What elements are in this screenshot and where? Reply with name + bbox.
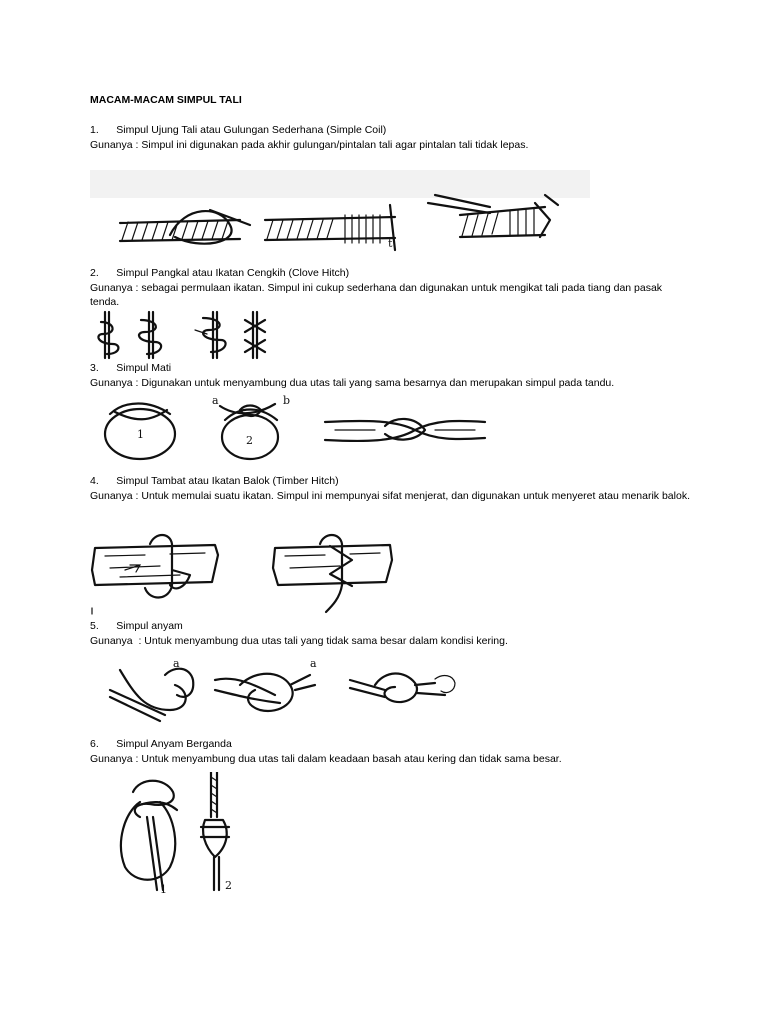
section-4-usage: Gunanya : Untuk memulai suatu ikatan. Simpul ini mempunyai sifat menjerat, dan digunakan untuk menyeret atau menarik balok. bbox=[90, 490, 690, 502]
square-knot-label-2: 2 bbox=[246, 434, 253, 447]
section-3-heading: 3. Simpul Mati bbox=[90, 362, 172, 374]
square-knot-label-a: a bbox=[212, 394, 219, 407]
timber-hitch-illustration bbox=[90, 530, 400, 615]
clove-hitch-illustration bbox=[95, 310, 285, 360]
section-2-heading: 2. Simpul Pangkal atau Ikatan Cengkih (Clove Hitch) bbox=[90, 267, 350, 279]
section-1-usage: Gunanya : Simpul ini digunakan pada akhir gulungan/pintalan tali agar pintalan tali tidak lepas. bbox=[90, 139, 529, 151]
section-5-usage: Gunanya : Untuk menyambung dua utas tali yang tidak sama besar dalam kondisi kering. bbox=[90, 635, 508, 647]
square-knot-label-b: b bbox=[283, 394, 291, 407]
document-title: MACAM-MACAM SIMPUL TALI bbox=[90, 94, 242, 106]
double-sheet-bend-label-1: 1 bbox=[160, 883, 167, 896]
section-5-heading: 5. Simpul anyam bbox=[90, 620, 183, 632]
section-6-usage: Gunanya : Untuk menyambung dua utas tali dalam keadaan basah atau kering dan tidak sama besar. bbox=[90, 753, 562, 765]
square-knot-illustration bbox=[95, 392, 495, 462]
double-sheet-bend-illustration bbox=[105, 772, 255, 897]
square-knot-label-1: 1 bbox=[137, 428, 144, 441]
section-2-usage: Gunanya : sebagai permulaan ikatan. Simpul ini cukup sederhana dan digunakan untuk mengikat tali pada tiang dan pasak tenda. bbox=[90, 282, 663, 308]
sheet-bend-label-a1: a bbox=[173, 657, 180, 670]
section-6-heading: 6. Simpul Anyam Berganda bbox=[90, 738, 232, 750]
simple-coil-illustration bbox=[90, 165, 590, 260]
double-sheet-bend-label-2: 2 bbox=[225, 879, 232, 892]
svg-text:t: t bbox=[388, 237, 393, 250]
sheet-bend-illustration bbox=[105, 655, 465, 725]
sheet-bend-label-a2: a bbox=[310, 657, 317, 670]
section-1-heading: 1. Simpul Ujung Tali atau Gulungan Sederhana (Simple Coil) bbox=[90, 124, 387, 136]
section-4-heading: 4. Simpul Tambat atau Ikatan Balok (Timber Hitch) bbox=[90, 475, 339, 487]
section-3-usage: Gunanya : Digunakan untuk menyambung dua utas tali yang sama besarnya dan merupakan simpul pada tandu. bbox=[90, 377, 615, 389]
